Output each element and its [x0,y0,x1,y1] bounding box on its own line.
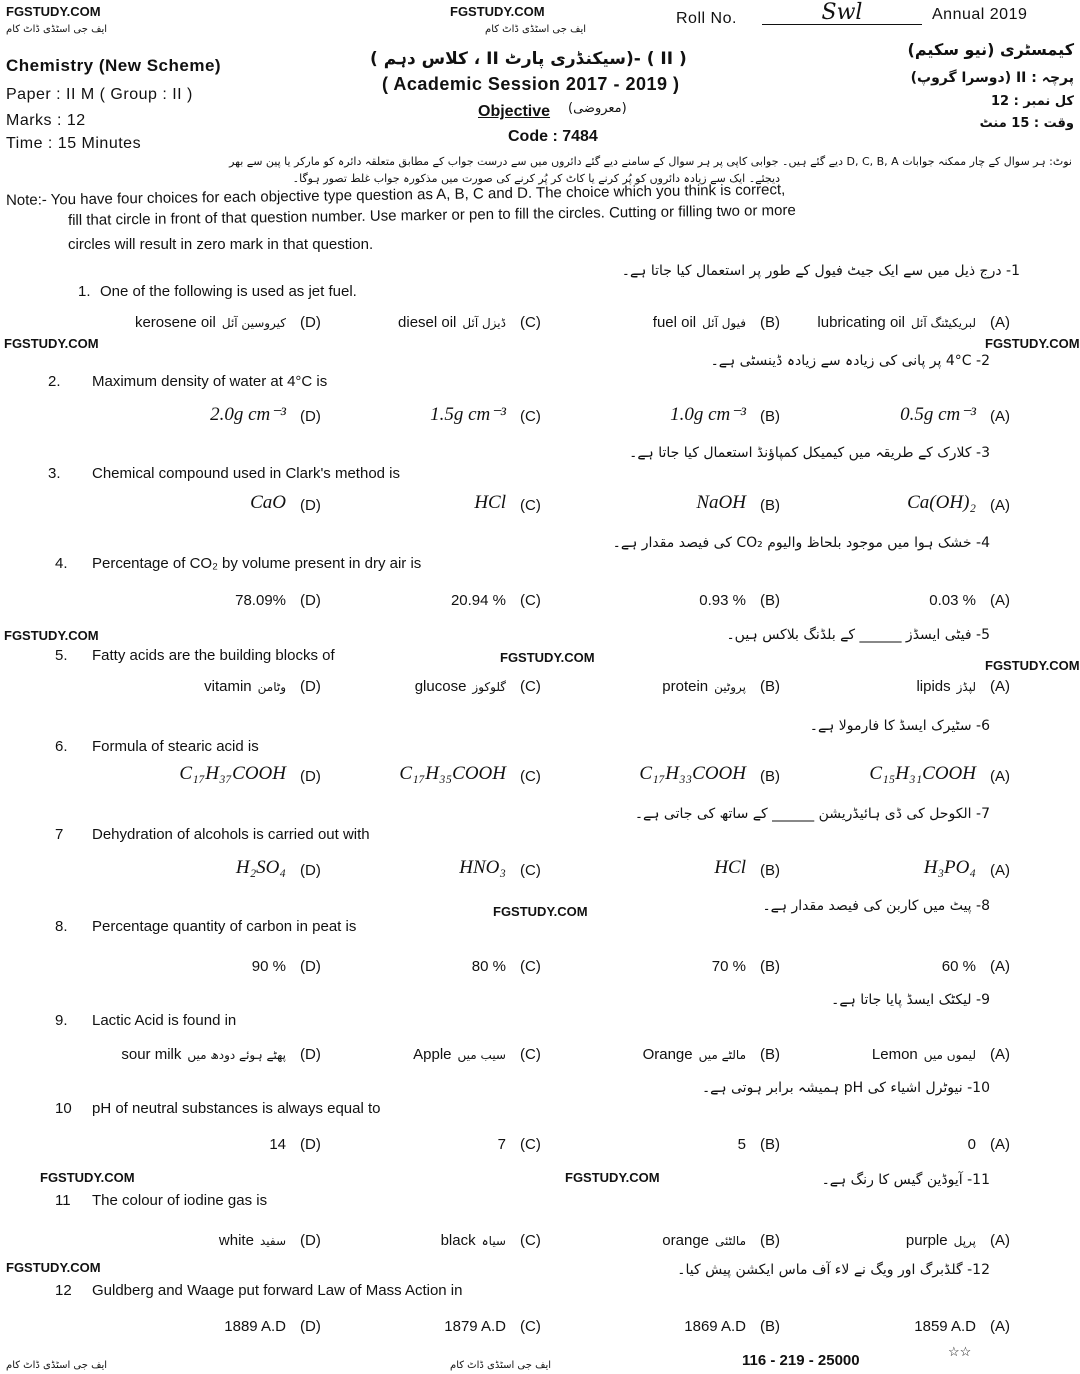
option [684,1318,746,1335]
option-text: C₁₇H₃₇COOH [179,763,286,784]
option-text-urdu: مالٹے میں [698,1047,746,1062]
option-label: (A) [990,1232,1010,1249]
option [224,1318,286,1335]
option [459,857,506,879]
time-info: Time : 15 Minutes [6,135,142,152]
option [219,1232,286,1249]
option-text: HNO₃ [459,857,506,878]
question-text-urdu: 5- فیٹی ایسڈز ______ کے بلڈنگ بلاکس ہیں۔ [726,627,990,643]
option-text: H₂SO₄ [235,857,286,878]
option [210,403,286,426]
option-label: (D) [300,678,321,695]
option-text: 0.03 % [929,592,976,609]
option [942,958,976,975]
question-number: 11 [55,1192,71,1209]
option-label: (B) [760,1318,780,1335]
option-label: (D) [300,768,321,785]
option [135,314,286,331]
footer-code: 116 - 219 - 25000 [742,1352,860,1369]
option-label: (A) [990,592,1010,609]
option-text-urdu: لیموں میں [923,1047,976,1062]
option [907,492,976,514]
option [914,1318,976,1335]
option-text: C₁₅H₃₁COOH [869,763,976,784]
question-number: 9. [55,1012,68,1029]
option-text-urdu: سیب میں [457,1047,506,1062]
option [179,763,286,785]
time-urdu: وقت : 15 منٹ [979,116,1074,131]
option [869,763,976,785]
watermark: FGSTUDY.COM [450,4,545,19]
option-text: sour milk [121,1046,182,1063]
option-label: (A) [990,497,1010,514]
option-label: (C) [520,958,541,975]
option-text: 1.0g cm⁻³ [670,404,746,425]
option [474,492,506,514]
option-label: (D) [300,862,321,879]
question-number: 1. [78,283,91,300]
question-text-urdu: 4- خشک ہوا میں موجود بلحاظ والیوم CO₂ کی فیصد مقدار ہے۔ [612,535,990,551]
option-text: 78.09% [235,592,286,609]
option-label: (C) [520,592,541,609]
option-text-urdu: پھٹے ہوئے دودھ میں [187,1047,286,1062]
watermark: FGSTUDY.COM [493,904,588,919]
option-text: 90 % [251,958,286,975]
option-text: 20.94 % [450,592,506,609]
watermark: FGSTUDY.COM [6,4,101,19]
paper-code: Code : 7484 [508,128,598,145]
note-english-line-3: circles will result in zero mark in that question. [68,236,374,253]
option-label: (D) [300,1318,321,1335]
academic-session: ( Academic Session 2017 - 2019 ) [382,74,680,94]
option-label: (A) [990,1136,1010,1153]
option-label: (D) [300,1136,321,1153]
option-text-urdu: سفید [259,1233,286,1248]
option-label: (D) [300,1046,321,1063]
watermark: FGSTUDY.COM [4,336,99,351]
option-text: 0 [967,1136,976,1153]
marks-urdu: کل نمبر : 12 [990,94,1074,109]
option-text: lubricating oil [817,314,905,331]
watermark-urdu: ایف جی اسٹڈی ڈاٹ کام [6,24,108,35]
option-label: (A) [990,678,1010,695]
option-label: (B) [760,958,780,975]
question-text-urdu: 8- پیٹ میں کاربن کی فیصد مقدار ہے۔ [762,898,990,914]
option-text-urdu: لبریکیٹنگ آئل [910,315,976,330]
option [236,857,286,879]
option [699,592,746,609]
watermark: FGSTUDY.COM [500,650,595,665]
note-urdu-line-1: نوٹ: ہر سوال کے چار ممکنہ جوابات D, C, B, A دیے گئے ہیں۔ جوابی کاپی پر ہر سوال کے سامنے دیے گئے دائروں میں سے درست جواب کے مطابق متعلقہ دائرہ کو مارکر یا پین سے بھر [229,155,1072,168]
option-text-urdu: فیول آئل [702,315,746,330]
option-text: Orange [642,1046,693,1063]
option-text: 5 [737,1136,746,1153]
option-label: (D) [300,592,321,609]
watermark: FGSTUDY.COM [4,628,99,643]
option-text-urdu: مالٹئی [715,1233,746,1248]
option-text: HCl [714,857,746,878]
watermark-urdu: ایف جی اسٹڈی ڈاٹ کام [485,24,587,35]
option-label: (C) [520,862,541,879]
question-text-urdu: 1- درج ذیل میں سے ایک جیٹ فیول کے طور پر استعمال کیا جاتا ہے۔ [621,263,1020,279]
option-text: 14 [269,1136,286,1153]
question-text: Percentage of CO₂ by volume present in dry air is [92,555,422,572]
option [498,1136,506,1153]
option-label: (A) [990,768,1010,785]
option [121,1046,286,1063]
option-label: (C) [520,497,541,514]
question-text: pH of neutral substances is always equal to [92,1100,381,1117]
option [916,678,976,695]
option-label: (B) [760,678,780,695]
option-text: 80 % [471,958,506,975]
option-text: 7 [497,1136,506,1153]
question-text: Chemical compound used in Clark's method is [92,465,401,482]
question-text: Maximum density of water at 4°C is [92,373,328,390]
roll-number-label: Roll No. [676,10,737,27]
option-label: (B) [760,1232,780,1249]
option-text-urdu: کیروسین آئل [221,315,286,330]
option [817,314,976,331]
option-text: protein [662,678,709,695]
question-number: 7 [55,826,64,843]
option [696,492,746,514]
option-text: kerosene oil [134,314,216,331]
objective-label: Objective [478,103,551,120]
question-number: 2. [48,373,61,390]
question-text-urdu: 9- لیکٹک ایسڈ پایا جاتا ہے۔ [831,992,990,1008]
question-text-urdu: 10- نیوٹرل اشیاء کی pH ہمیشہ برابر ہوتی ہے۔ [701,1080,990,1096]
option [204,678,286,695]
option-text: H₃PO₄ [923,857,976,878]
option-label: (C) [520,408,541,425]
question-number: 5. [55,647,68,664]
question-number: 8. [55,918,68,935]
option-text: diesel oil [398,314,457,331]
option-label: (B) [760,862,780,879]
option [399,763,506,785]
option-label: (A) [990,314,1010,331]
option-text: glucose [414,678,467,695]
option-label: (D) [300,314,321,331]
option [269,1136,286,1153]
question-text-urdu: 6- سٹیرک ایسڈ کا فارمولا ہے۔ [809,718,990,734]
option-text: Ca(OH)₂ [907,492,976,513]
option-text: lipids [916,678,951,695]
watermark: FGSTUDY.COM [565,1170,660,1185]
option-text-urdu: وٹامن [257,679,286,694]
question-text-urdu: 3- کلارک کے طریقہ میں کیمیکل کمپاؤنڈ استعمال کیا جاتا ہے۔ [629,445,990,461]
question-text-urdu: 2- 4°C پر پانی کی زیادہ سے زیادہ ڈینسٹی ہے۔ [710,353,990,369]
option-label: (D) [300,497,321,514]
option-text: NaOH [696,492,746,513]
option-text-urdu: پرپل [953,1233,976,1248]
option-text: C₁₇H₃₅COOH [399,763,506,784]
note-english-line-1: Note:- You have four choices for each objective type question as A, B, C and D. The choice which you think is correct, [5,181,786,209]
option-text: 70 % [711,958,746,975]
option [924,857,976,879]
option [653,314,746,331]
paper-urdu: پرچہ : II (دوسرا گروپ) [910,70,1074,86]
option-label: (B) [760,1046,780,1063]
option-label: (D) [300,958,321,975]
option-label: (A) [990,408,1010,425]
option-label: (C) [520,1232,541,1249]
option [662,1232,746,1249]
option-text: 60 % [941,958,976,975]
option-label: (B) [760,408,780,425]
option-text-urdu: لپڈز [956,679,976,694]
watermark-urdu: ایف جی اسٹڈی ڈاٹ کام [450,1360,552,1371]
option [714,857,746,879]
option-text: white [218,1232,254,1249]
option [643,1046,746,1063]
option-label: (C) [520,1046,541,1063]
paper-info: Paper : II M ( Group : II ) [6,86,193,103]
note-english-line-2: fill that circle in front of that question number. Use marker or pen to fill the circles. Cutting or filling two or more [67,201,796,229]
question-number: 12 [55,1282,72,1299]
watermark-urdu: ایف جی اسٹڈی ڈاٹ کام [6,1360,108,1371]
option-text: 2.0g cm⁻³ [210,404,286,425]
option [444,1318,506,1335]
option-text-urdu: گلوکوز [472,679,506,694]
option-label: (C) [520,1318,541,1335]
watermark: FGSTUDY.COM [40,1170,135,1185]
exam-title: Annual 2019 [932,6,1028,23]
option-text: black [440,1232,476,1249]
option-text: fuel oil [652,314,697,331]
option-label: (A) [990,958,1010,975]
option-text-urdu: سیاہ [481,1233,506,1248]
option-text-urdu: پروٹین [714,679,746,694]
option [451,592,506,609]
watermark: FGSTUDY.COM [985,658,1080,673]
question-text: Guldberg and Waage put forward Law of Mass Action in [92,1282,463,1299]
option-label: (C) [520,314,541,331]
option-text: purple [905,1232,948,1249]
option-text: 1859 A.D [914,1318,976,1335]
subject-title: Chemistry (New Scheme) [6,56,222,75]
option-text: CaO [250,492,286,513]
question-text: Percentage quantity of carbon in peat is [92,918,357,935]
option-label: (B) [760,592,780,609]
objective-urdu: (معروضی) [568,101,627,116]
option-text: C₁₇H₃₃COOH [639,763,746,784]
option [738,1136,746,1153]
option-label: (C) [520,678,541,695]
marks-info: Marks : 12 [6,112,86,129]
option [413,1046,506,1063]
option-text-urdu: ڈیزل آئل [462,315,506,330]
option-label: (D) [300,1232,321,1249]
option [906,1232,976,1249]
option-label: (B) [760,768,780,785]
option-label: (A) [990,862,1010,879]
option-text: HCl [474,492,506,513]
question-text-urdu: 11- آیوڈین گیس کا رنگ ہے۔ [821,1172,990,1188]
class-urdu: ( II ) -(سیکنڈری پارٹ II ، کلاس دہم ) [370,49,687,69]
question-text-urdu: 12- گلڈبرگ اور ویگ نے لاء آف ماس ایکشن پیش کیا۔ [677,1262,990,1278]
option [639,763,746,785]
option [235,592,286,609]
option [398,314,506,331]
option-label: (A) [990,1318,1010,1335]
question-number: 10 [55,1100,72,1117]
option [872,1046,976,1063]
roll-number-value: Swl [762,0,922,25]
watermark: FGSTUDY.COM [985,336,1080,351]
watermark: FGSTUDY.COM [6,1260,101,1275]
question-number: 3. [48,465,61,482]
option-text: orange [662,1232,710,1249]
option [929,592,976,609]
option-label: (C) [520,1136,541,1153]
option-text: 1869 A.D [684,1318,746,1335]
star-icon: ☆☆ [948,1344,972,1359]
option [415,678,506,695]
subject-urdu: کیمسٹری (نیو سکیم) [907,40,1074,59]
option-text: 1.5g cm⁻³ [430,404,506,425]
option [712,958,746,975]
option-text: 1889 A.D [224,1318,286,1335]
option [430,403,506,426]
option-text: 0.5g cm⁻³ [900,404,976,425]
question-text: One of the following is used as jet fuel. [100,283,357,300]
option-text: Apple [413,1046,452,1063]
option-text: 0.93 % [699,592,746,609]
question-text: Dehydration of alcohols is carried out with [92,826,370,843]
option-label: (B) [760,497,780,514]
question-number: 4. [55,555,68,572]
option-label: (B) [760,314,780,331]
option [968,1136,976,1153]
option-text: vitamin [204,678,252,695]
question-text: Formula of stearic acid is [92,738,259,755]
option [441,1232,506,1249]
option [670,403,746,426]
option-label: (C) [520,768,541,785]
option-label: (D) [300,408,321,425]
option-text: 1879 A.D [444,1318,506,1335]
option [472,958,506,975]
option [252,958,286,975]
question-text-urdu: 7- الکوحل کی ڈی ہائیڈریشن ______ کے ساتھ کی جاتی ہے۔ [634,806,990,822]
option [250,492,286,514]
option [900,403,976,426]
option-text: Lemon [871,1046,918,1063]
question-text: Fatty acids are the building blocks of [92,647,335,664]
option-label: (A) [990,1046,1010,1063]
question-text: Lactic Acid is found in [92,1012,237,1029]
option [662,678,746,695]
option-label: (B) [760,1136,780,1153]
note-urdu-line-2: دیجئے۔ ایک سے زیادہ دائروں کو پُر کرنے یا کاٹ کر پُر کرنے کی صورت میں مذکورہ جواب غلط تصور ہوگا۔ [292,172,780,185]
question-number: 6. [55,738,68,755]
question-text: The colour of iodine gas is [92,1192,268,1209]
